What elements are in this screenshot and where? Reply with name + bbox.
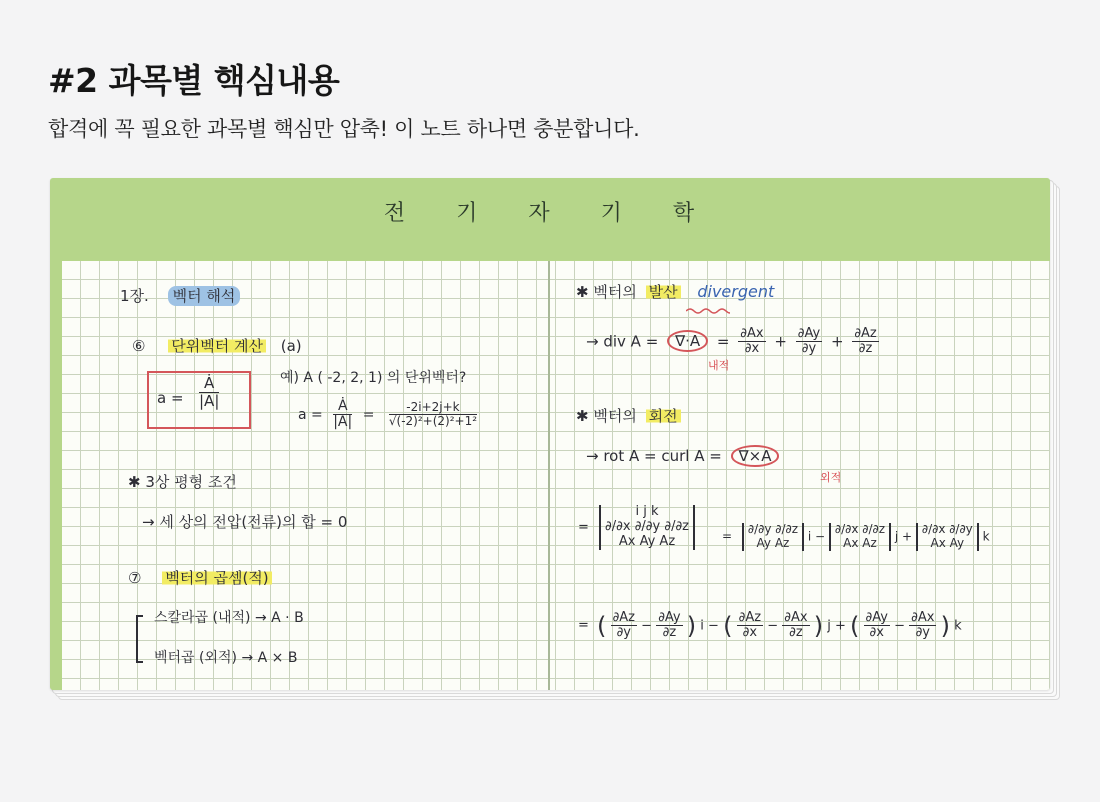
minor-row: Ax Ay [930,535,965,550]
inner-product-note: 내적 [708,359,730,372]
section-highlight: 회전 [646,407,681,425]
fraction-numerator: ∂Ax [784,610,808,625]
three-phase-condition: → 세 상의 전압(전류)의 합 = 0 [142,513,348,531]
fraction-denominator: ∂x [742,625,758,641]
fraction-denominator: ∂y [616,625,631,641]
determinant-row: Ax Ay Az [618,533,676,549]
partial-term [656,611,682,641]
curl-formula [586,447,779,465]
unit-vector-term: j + [894,529,913,544]
paren: ) [940,611,950,640]
section-curl [576,405,681,426]
fraction-numerator: Ȧ [333,399,352,415]
section-title: 벡터의 곱셈(적) [162,569,271,587]
minus-sign: − [894,618,905,634]
formula-lhs: → div A = [586,332,659,351]
paren: ( [723,611,733,640]
formula-fraction [199,375,219,409]
unit-vector-term: i − [807,529,826,544]
paren: ( [597,611,607,640]
plus-sign: + [774,332,787,351]
partial-term [864,611,890,641]
fraction-numerator: ∂Az [612,610,636,625]
section-highlight: 발산 [646,283,681,301]
page-subtitle: 합격에 꼭 필요한 과목별 핵심만 압축! 이 노트 하나면 충분합니다. [48,117,640,141]
determinant-row: i j k [635,504,659,519]
example-fraction-1 [333,399,352,431]
section-english-term: divergent [697,282,775,301]
example-fraction-2 [389,401,477,428]
fraction-denominator: ∂z [662,625,677,641]
partial-term [611,611,637,641]
minor-2 [829,523,891,551]
section-vector-product [128,567,272,588]
chapter-number: 1장. [120,287,149,305]
section-divergence [576,281,774,302]
formula-lhs: a = [157,389,184,407]
fraction-denominator: ∂x [869,625,884,641]
minor-row: Ax Az [843,535,877,550]
dot-product-line: 스칼라곱 (내적) → A · B [154,610,304,626]
section-suffix: (a) [280,337,302,355]
fraction-denominator: ∂y [801,341,817,357]
fraction-numerator: -2i+2j+k [389,401,477,415]
divergence-formula [586,327,883,357]
unit-vector-term: k [954,618,962,634]
fraction-denominator: √(-2)²+(2)²+1² [388,414,478,429]
fraction-numerator: ∂Ay [658,610,681,625]
determinant-row: ∂/∂x ∂/∂y ∂/∂z [605,518,689,534]
partial-term [738,327,765,357]
minor-3 [916,523,979,551]
fraction-numerator: ∂Ay [865,610,888,625]
minor-1 [742,523,804,551]
fraction-denominator: ∂x [744,341,760,357]
example-solution [298,399,477,431]
grid-paper [62,261,1050,690]
minor-row: ∂/∂y ∂/∂z [747,522,799,536]
bracket [136,615,143,663]
fraction-numerator: Ȧ [199,375,219,393]
cross-product-line: 벡터곱 (외적) → A × B [154,650,298,666]
divergence-operator: ∇·A [667,330,708,352]
partial-term [796,327,822,357]
example-equals: = [362,406,375,423]
plus-sign: + [830,332,844,351]
partial-term [737,611,763,641]
example-question: 예) A ( -2, 2, 1) 의 단위벡터? [280,370,467,386]
page-divider [548,261,550,690]
section-label: ✱ 벡터의 [576,283,637,301]
fraction-numerator: ∂Ax [911,610,935,625]
fraction-denominator: ∂y [915,625,930,641]
paren: ( [849,611,860,640]
fraction-denominator: ∂z [789,625,803,641]
partial-term [852,327,878,357]
paren: ) [813,611,824,640]
example-lhs: a = [298,406,323,423]
formula-lhs: → rot A = curl A = [586,447,722,465]
unit-vector-term: k [982,529,990,544]
curl-operator: ∇×A [731,445,780,467]
section-title: 단위벡터 계산 [168,337,266,355]
chapter-topic: 벡터 해석 [168,286,241,306]
equals-sign: = [722,529,733,544]
minus-sign: − [767,618,779,634]
fraction-denominator: |A| [199,391,220,410]
red-underline-squiggle [686,307,730,315]
page-title: #2 과목별 핵심내용 [48,61,340,100]
fraction-numerator: ∂Ay [797,326,821,341]
cofactor-expansion [722,523,990,551]
curl-determinant [578,505,695,550]
notebook-title: 전 기 자 기 학 [383,201,717,226]
equals-sign: = [578,618,589,634]
fraction-numerator: ∂Az [738,610,762,625]
chapter-heading [120,285,240,306]
fraction-numerator: ∂Az [854,326,877,341]
fraction-denominator: ∂z [858,341,873,357]
unit-vector-formula-box [147,371,251,429]
determinant-3x3 [599,505,695,550]
formula-equals: = [716,332,730,351]
unit-vector-term: j + [827,618,846,634]
minus-sign: − [641,618,653,634]
section-label: ✱ 벡터의 [576,407,637,425]
section-three-phase: ✱ 3상 평형 조건 [128,473,237,491]
outer-product-note: 외적 [820,471,842,484]
partial-term [909,611,936,641]
partial-term [782,611,809,641]
section-marker: ⑥ [132,337,146,355]
notebook-image [50,178,1050,690]
fraction-numerator: ∂Ax [740,326,764,341]
section-marker: ⑦ [128,569,142,587]
minor-row: Ay Az [756,535,790,550]
section-unit-vector [132,335,302,356]
curl-final-expansion [578,611,962,641]
minor-row: ∂/∂x ∂/∂y [921,522,973,536]
unit-vector-term: i − [700,618,719,634]
notebook-stack [50,178,1060,702]
equals-sign: = [578,519,589,535]
minor-row: ∂/∂x ∂/∂z [834,522,885,536]
paren: ) [686,611,697,640]
fraction-denominator: |A| [333,414,353,431]
